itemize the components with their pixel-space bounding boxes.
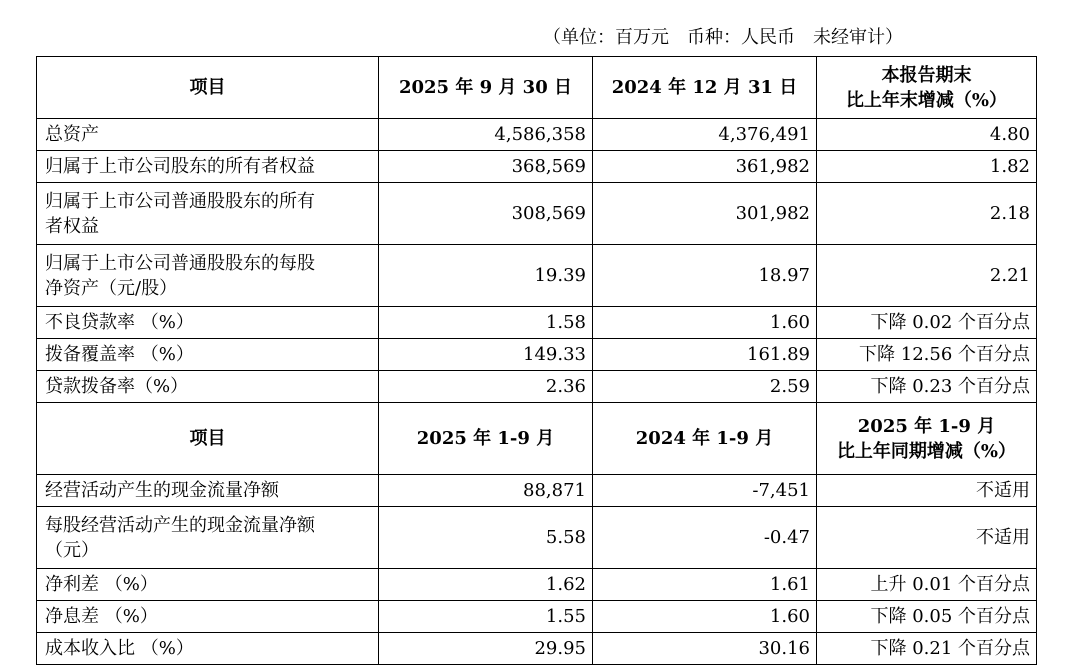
cell-value: 301,982 (593, 183, 817, 245)
cell-value: 1.55 (379, 601, 593, 633)
header-change-line1: 本报告期末 (881, 64, 972, 86)
cell-value: 2.18 (817, 183, 1037, 245)
cell-value: -0.47 (593, 507, 817, 569)
cell-value: 下降 0.23 个百分点 (817, 371, 1037, 403)
cell-value: 1.61 (593, 569, 817, 601)
cell-value: 361,982 (593, 151, 817, 183)
row-label: 不良贷款率 （%） (37, 307, 379, 339)
cell-value: 161.89 (593, 339, 817, 371)
header-period-2024: 2024 年 1-9 月 (593, 403, 817, 475)
table-row (37, 151, 1037, 183)
cell-value: 88,871 (379, 475, 593, 507)
cell-value: 下降 12.56 个百分点 (817, 339, 1037, 371)
cell-value: 19.39 (379, 245, 593, 307)
table-row (37, 371, 1037, 403)
cell-value: 149.33 (379, 339, 593, 371)
cell-value: 1.58 (379, 307, 593, 339)
row-label-line2: （元） (45, 539, 99, 561)
table-row (37, 183, 1037, 245)
cell-value: 2.59 (593, 371, 817, 403)
table-row (37, 339, 1037, 371)
header-item: 项目 (37, 57, 379, 119)
row-label: 归属于上市公司股东的所有者权益 (37, 151, 379, 183)
cell-value: 5.58 (379, 507, 593, 569)
cell-value: 不适用 (817, 475, 1037, 507)
cell-value: 30.16 (593, 633, 817, 665)
cell-value: 1.82 (817, 151, 1037, 183)
table-row (37, 507, 1037, 569)
cell-value: 4,586,358 (379, 119, 593, 151)
header-period-2025: 2025 年 1-9 月 (379, 403, 593, 475)
cell-value: 2.36 (379, 371, 593, 403)
row-label-line1: 归属于上市公司普通股股东的所有 (45, 190, 315, 212)
cell-value: 368,569 (379, 151, 593, 183)
cell-value: 29.95 (379, 633, 593, 665)
row-label-line2: 者权益 (45, 215, 99, 237)
row-label: 经营活动产生的现金流量净额 (37, 475, 379, 507)
header-change-line1: 2025 年 1-9 月 (857, 415, 996, 437)
cell-value: 4,376,491 (593, 119, 817, 151)
cell-value: -7,451 (593, 475, 817, 507)
row-label (37, 245, 379, 307)
cell-value: 308,569 (379, 183, 593, 245)
header-change-line2: 比上年同期增减（%） (836, 440, 1017, 462)
cell-value: 4.80 (817, 119, 1037, 151)
cell-value: 下降 0.02 个百分点 (817, 307, 1037, 339)
table-row (37, 245, 1037, 307)
table-row (37, 475, 1037, 507)
row-label-line1: 归属于上市公司普通股股东的每股 (45, 252, 315, 274)
table-row (37, 601, 1037, 633)
cell-value: 1.60 (593, 601, 817, 633)
table-row (37, 633, 1037, 665)
row-label: 成本收入比 （%） (37, 633, 379, 665)
table-row (37, 119, 1037, 151)
row-label: 净息差 （%） (37, 601, 379, 633)
cell-value: 1.62 (379, 569, 593, 601)
header-change (817, 57, 1037, 119)
table-row (37, 569, 1037, 601)
row-label (37, 507, 379, 569)
header-change-line2: 比上年末增减（%） (845, 89, 1008, 111)
row-label: 拨备覆盖率 （%） (37, 339, 379, 371)
row-label: 贷款拨备率（%） (37, 371, 379, 403)
row-label: 净利差 （%） (37, 569, 379, 601)
row-label-line2: 净资产（元/股） (45, 277, 178, 299)
table-row (37, 307, 1037, 339)
unit-note: （单位：百万元 币种：人民币 未经审计） (543, 27, 903, 48)
row-label-line1: 每股经营活动产生的现金流量净额 (45, 514, 315, 536)
cell-value: 不适用 (817, 507, 1037, 569)
cell-value: 18.97 (593, 245, 817, 307)
cell-value: 下降 0.21 个百分点 (817, 633, 1037, 665)
header-change (817, 403, 1037, 475)
financial-summary-table (36, 56, 1037, 665)
table-header-row (37, 57, 1037, 119)
table-header-row (37, 403, 1037, 475)
cell-value: 2.21 (817, 245, 1037, 307)
header-date-2024-12-31: 2024 年 12 月 31 日 (593, 57, 817, 119)
cell-value: 上升 0.01 个百分点 (817, 569, 1037, 601)
cell-value: 下降 0.05 个百分点 (817, 601, 1037, 633)
header-date-2025-09-30: 2025 年 9 月 30 日 (379, 57, 593, 119)
header-item: 项目 (37, 403, 379, 475)
row-label: 总资产 (37, 119, 379, 151)
row-label (37, 183, 379, 245)
cell-value: 1.60 (593, 307, 817, 339)
